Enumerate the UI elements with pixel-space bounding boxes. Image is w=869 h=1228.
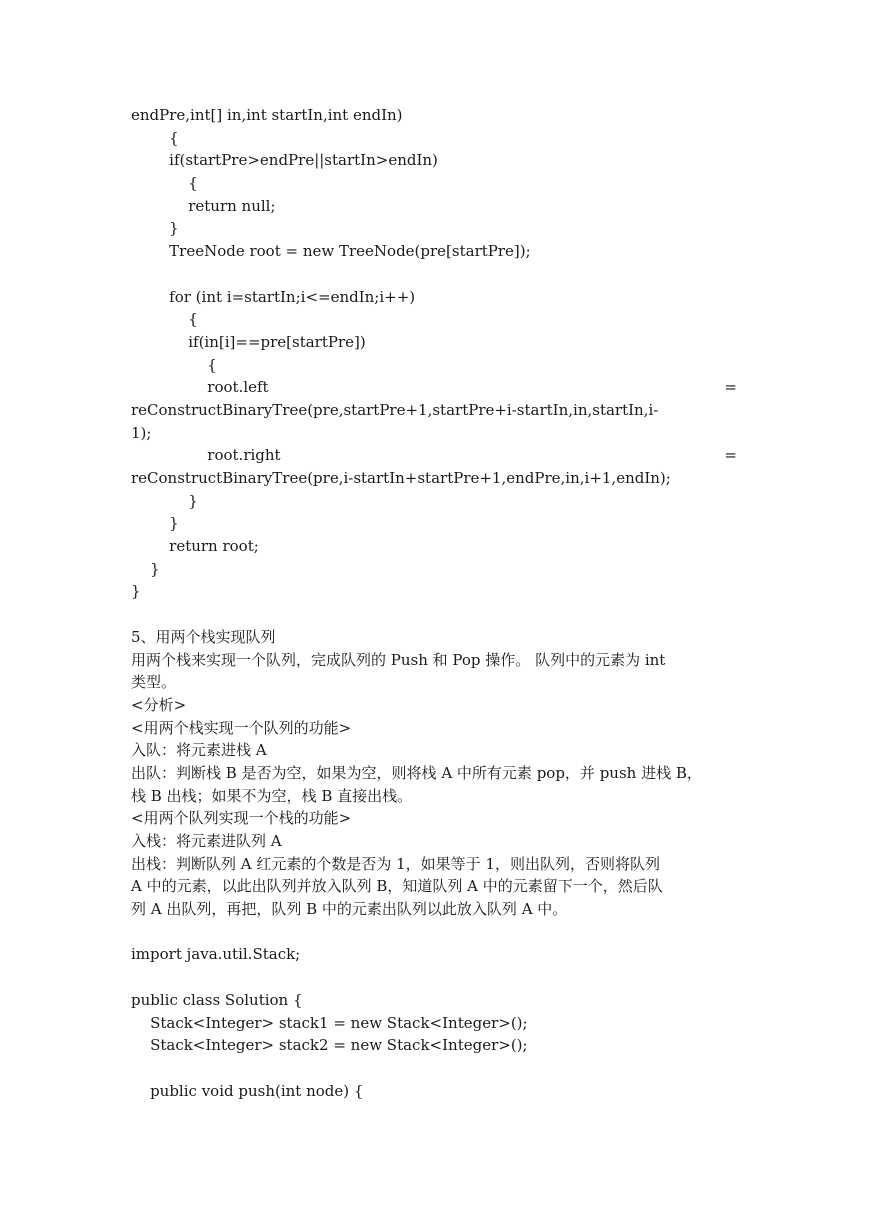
blank-line (131, 966, 737, 989)
code-line: return root; (131, 537, 259, 556)
paragraph-line: <用两个队列实现一个栈的功能> (131, 809, 352, 828)
code-line-justified (131, 444, 737, 467)
paragraph-line: <分析> (131, 695, 187, 714)
code-line: } (131, 491, 198, 510)
blank-line (131, 603, 737, 626)
code-line: public void push(int node) { (131, 1081, 364, 1100)
code-line: for (int i=startIn;i<=endIn;i++) (131, 287, 416, 306)
code-line: 1); (131, 423, 152, 442)
code-line: if(startPre>endPre||startIn>endIn) (131, 151, 438, 170)
paragraph-line: 栈 B 出栈；如果不为空，栈 B 直接出栈。 (131, 786, 413, 805)
paragraph-line: 列 A 出队列，再把，队列 B 中的元素出队列以此放入队列 A 中。 (131, 900, 568, 919)
code-line: { (131, 310, 198, 329)
code-block-reconstruct-tree (131, 104, 737, 603)
code-line: Stack<Integer> stack1 = new Stack<Integer>(); (131, 1013, 528, 1032)
paragraph-line: 出栈：判断队列 A 红元素的个数是否为 1，如果等于 1，则出队列，否则将队列 (131, 854, 660, 873)
code-fragment: = (724, 446, 737, 465)
paragraph-line: A 中的元素，以此出队列并放入队列 B，知道队列 A 中的元素留下一个，然后队 (131, 877, 663, 896)
code-line: Stack<Integer> stack2 = new Stack<Integer>(); (131, 1036, 528, 1055)
section-heading: 5、用两个栈实现队列 (131, 627, 276, 646)
paragraph-line: 入栈：将元素进队列 A (131, 832, 282, 850)
code-line-justified (131, 376, 737, 399)
paragraph-line: 类型。 (131, 673, 177, 692)
code-line: import java.util.Stack; (131, 945, 301, 964)
code-line: { (131, 355, 217, 374)
code-line: { (131, 174, 198, 193)
code-line: reConstructBinaryTree(pre,i-startIn+startPre+1,endPre,in,i+1,endIn); (131, 469, 671, 487)
code-block-solution (131, 943, 737, 1102)
paragraph-line: 入队：将元素进栈 A (131, 741, 267, 760)
page-content (131, 104, 737, 1102)
code-line: if(in[i]==pre[startPre]) (131, 332, 366, 351)
code-line: { (131, 128, 179, 147)
code-line: reConstructBinaryTree(pre,startPre+1,startPre+i-startIn,in,startIn,i- (131, 400, 659, 419)
code-line: TreeNode root = new TreeNode(pre[startPre]); (131, 242, 531, 261)
code-line: return null; (131, 196, 276, 215)
code-line: } (131, 514, 179, 533)
code-line: } (131, 559, 160, 578)
blank-line (131, 263, 737, 286)
code-line: } (131, 219, 179, 238)
blank-line (131, 1057, 737, 1080)
paragraph-line: <用两个栈实现一个队列的功能> (131, 718, 352, 737)
paragraph-line: 用两个栈来实现一个队列，完成队列的 Push 和 Pop 操作。 队列中的元素为 int (131, 650, 666, 669)
code-line: public class Solution { (131, 990, 303, 1009)
section-5 (131, 626, 737, 921)
blank-line (131, 921, 737, 944)
paragraph-line: 出队：判断栈 B 是否为空，如果为空，则将栈 A 中所有元素 pop，并 push 进栈 B， (131, 763, 702, 782)
code-fragment: = (724, 378, 737, 397)
code-line: endPre,int[] in,int startIn,int endIn) (131, 106, 403, 124)
code-line: } (131, 582, 141, 601)
code-fragment: root.right (131, 446, 281, 465)
code-fragment: root.left (131, 378, 269, 397)
